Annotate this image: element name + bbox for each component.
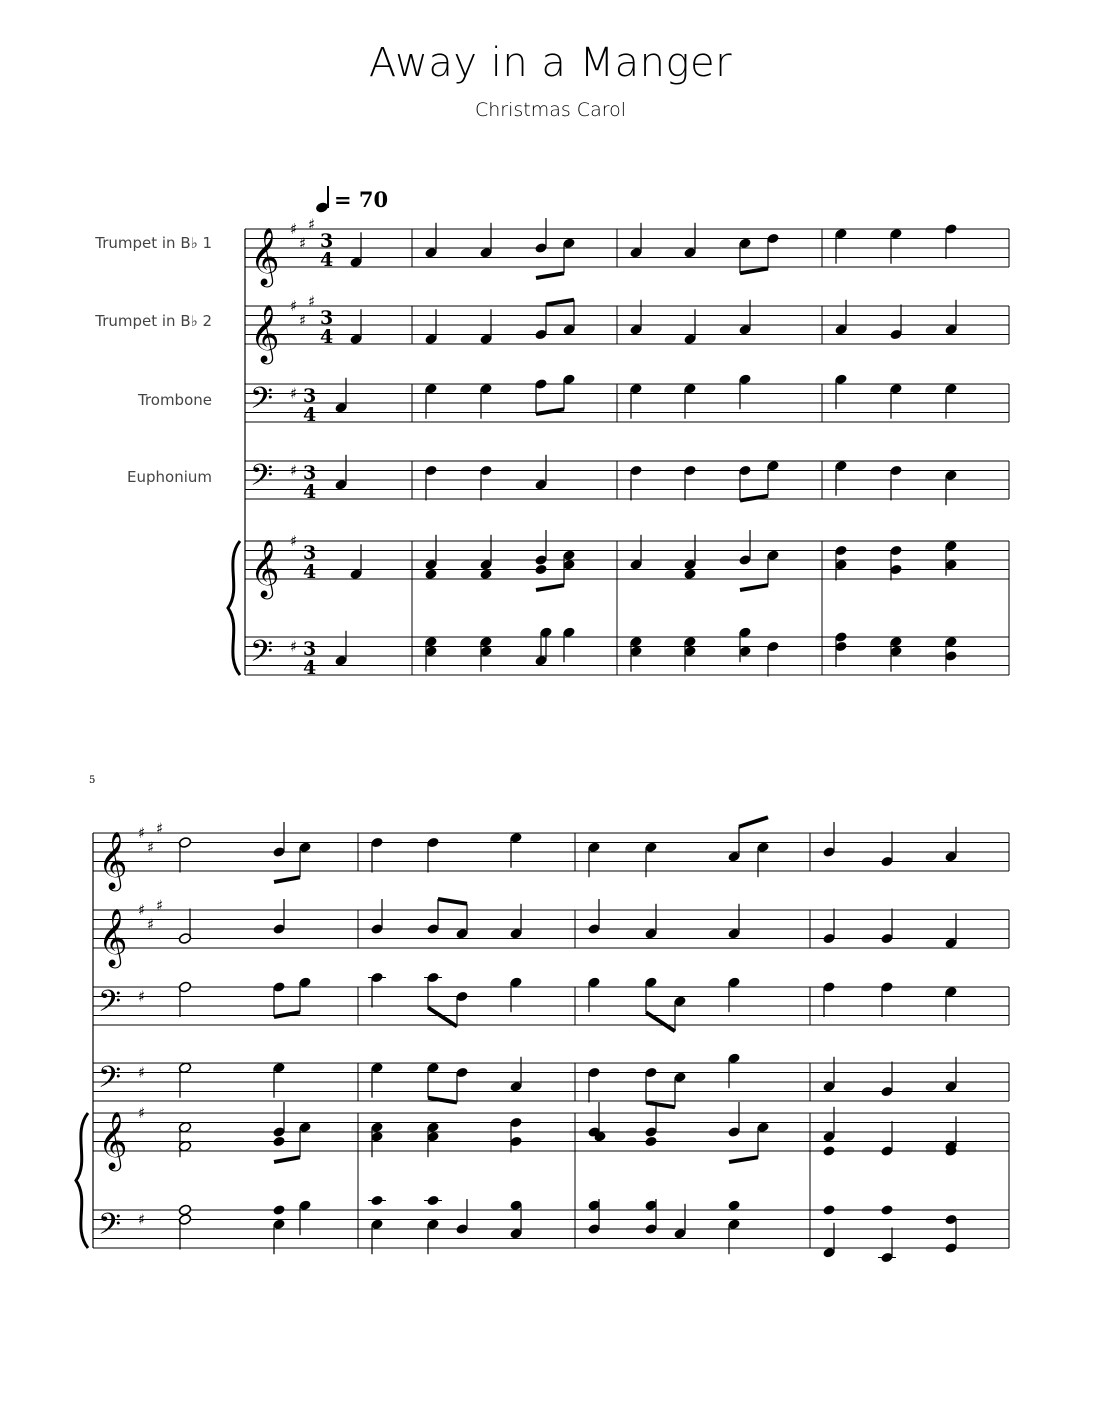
note bbox=[178, 1204, 192, 1216]
note bbox=[349, 232, 363, 268]
note bbox=[368, 972, 386, 1008]
note bbox=[629, 535, 643, 571]
beam bbox=[274, 877, 300, 882]
beam bbox=[740, 496, 768, 501]
note bbox=[370, 1062, 384, 1098]
beam bbox=[739, 817, 768, 827]
note bbox=[562, 626, 576, 662]
time-signature-bottom: 4 bbox=[303, 657, 317, 679]
note bbox=[738, 530, 752, 566]
note bbox=[673, 1204, 687, 1240]
note bbox=[334, 378, 348, 414]
note bbox=[272, 1062, 286, 1098]
notehead bbox=[178, 1204, 192, 1216]
sharp-icon: ♯ bbox=[290, 220, 298, 238]
time-signature-top: 3 bbox=[320, 230, 334, 252]
time-signature-bottom: 4 bbox=[303, 404, 317, 426]
tempo-text: = 70 bbox=[334, 186, 389, 212]
note bbox=[944, 383, 958, 419]
note bbox=[944, 223, 958, 259]
sharp-icon: ♯ bbox=[138, 1063, 146, 1082]
note bbox=[822, 909, 836, 945]
sharp-icon: ♯ bbox=[138, 987, 146, 1006]
note bbox=[298, 1199, 312, 1235]
instrument-label-trumpet-1: Trumpet in B♭ 1 bbox=[95, 234, 212, 252]
note bbox=[562, 300, 576, 336]
note bbox=[756, 841, 770, 877]
sharp-icon: ♯ bbox=[138, 1210, 146, 1229]
note bbox=[629, 383, 643, 419]
instrument-label-euphonium: Euphonium bbox=[127, 468, 212, 486]
note bbox=[727, 904, 741, 940]
note bbox=[822, 981, 836, 1017]
note bbox=[944, 986, 958, 1022]
note bbox=[534, 455, 548, 491]
note bbox=[587, 1102, 601, 1138]
note bbox=[727, 1052, 741, 1088]
time-signature-bottom: 4 bbox=[303, 561, 317, 583]
note bbox=[644, 1102, 658, 1138]
bass-clef-icon: 𝄢 bbox=[250, 459, 274, 500]
notehead bbox=[822, 1145, 836, 1157]
note bbox=[455, 1067, 469, 1103]
note bbox=[424, 535, 438, 571]
time-signature-bottom: 4 bbox=[320, 326, 334, 348]
note bbox=[349, 309, 363, 345]
staff-1 bbox=[93, 833, 1009, 871]
note bbox=[644, 976, 658, 1012]
note bbox=[889, 305, 903, 341]
staff-2 bbox=[93, 910, 1009, 948]
note bbox=[272, 899, 286, 935]
note bbox=[944, 300, 958, 336]
note bbox=[424, 223, 438, 259]
note bbox=[479, 535, 493, 571]
note bbox=[822, 822, 836, 858]
beam bbox=[646, 1103, 675, 1108]
sharp-icon: ♯ bbox=[299, 311, 307, 330]
sharp-icon: ♯ bbox=[290, 461, 298, 480]
beam bbox=[428, 1098, 457, 1103]
treble-clef-icon: 𝄞 bbox=[98, 908, 128, 966]
beam bbox=[274, 1157, 300, 1162]
treble-clef-icon: 𝄞 bbox=[250, 539, 280, 597]
note bbox=[944, 1057, 958, 1093]
beam bbox=[536, 585, 564, 590]
note bbox=[738, 465, 752, 501]
note bbox=[509, 976, 523, 1012]
time-signature-top: 3 bbox=[320, 307, 334, 329]
note bbox=[426, 837, 440, 873]
time-signature-bottom: 4 bbox=[320, 249, 334, 271]
note bbox=[587, 899, 601, 935]
note bbox=[644, 841, 658, 877]
note bbox=[683, 223, 697, 259]
note bbox=[479, 383, 493, 419]
beam bbox=[740, 269, 768, 274]
notehead bbox=[534, 564, 548, 576]
note bbox=[370, 1218, 384, 1254]
note bbox=[426, 899, 440, 935]
sharp-icon: ♯ bbox=[308, 292, 316, 311]
note bbox=[834, 460, 848, 496]
treble-clef-icon: 𝄞 bbox=[98, 1111, 128, 1169]
note bbox=[272, 981, 286, 1017]
staff-5 bbox=[93, 1113, 1009, 1151]
note bbox=[455, 991, 469, 1027]
bass-clef-icon: 𝄢 bbox=[250, 635, 274, 676]
note bbox=[766, 233, 780, 269]
note bbox=[727, 1102, 741, 1138]
note bbox=[880, 1204, 894, 1216]
staff-3 bbox=[93, 987, 1009, 1025]
note bbox=[683, 568, 697, 580]
notehead bbox=[479, 568, 493, 580]
note bbox=[944, 540, 958, 576]
note bbox=[334, 631, 348, 667]
note bbox=[673, 995, 687, 1031]
note bbox=[880, 981, 894, 1017]
note bbox=[822, 1107, 836, 1143]
note bbox=[738, 237, 752, 273]
note bbox=[834, 228, 848, 264]
notehead bbox=[727, 1199, 741, 1211]
note bbox=[629, 223, 643, 259]
note bbox=[349, 544, 363, 580]
note bbox=[178, 837, 192, 873]
notehead bbox=[683, 568, 697, 580]
time-signature-top: 3 bbox=[303, 385, 317, 407]
notehead bbox=[272, 1204, 286, 1216]
beam bbox=[438, 899, 467, 904]
sharp-icon: ♯ bbox=[290, 297, 298, 315]
note bbox=[822, 1223, 836, 1259]
note bbox=[455, 904, 469, 940]
note bbox=[424, 465, 438, 501]
beam bbox=[428, 1008, 457, 1027]
note bbox=[644, 1136, 658, 1148]
staff-6 bbox=[93, 1210, 1009, 1248]
notehead bbox=[424, 568, 438, 580]
note bbox=[479, 223, 493, 259]
time-signature-top: 3 bbox=[303, 638, 317, 660]
note bbox=[880, 1121, 894, 1157]
note bbox=[298, 976, 312, 1012]
bass-clef-icon: 𝄢 bbox=[98, 1061, 122, 1102]
beam bbox=[536, 409, 564, 414]
note bbox=[889, 228, 903, 264]
time-signature-top: 3 bbox=[303, 462, 317, 484]
sharp-icon: ♯ bbox=[156, 896, 164, 915]
note bbox=[370, 837, 384, 873]
notehead bbox=[880, 1204, 894, 1216]
note bbox=[509, 1057, 523, 1093]
beam bbox=[729, 1157, 758, 1162]
note bbox=[738, 300, 752, 336]
note bbox=[587, 976, 601, 1012]
note bbox=[629, 465, 643, 501]
note bbox=[822, 1057, 836, 1093]
note bbox=[509, 904, 523, 940]
note bbox=[534, 564, 548, 576]
note bbox=[727, 1218, 741, 1254]
bass-clef-icon: 𝄢 bbox=[98, 985, 122, 1026]
sharp-icon: ♯ bbox=[308, 215, 316, 234]
note bbox=[880, 832, 894, 868]
note bbox=[673, 1071, 687, 1107]
note bbox=[683, 383, 697, 419]
sharp-icon: ♯ bbox=[290, 637, 298, 656]
note bbox=[878, 1228, 896, 1264]
page-subtitle: Christmas Carol bbox=[474, 99, 627, 121]
note bbox=[178, 981, 192, 1017]
note bbox=[629, 300, 643, 336]
notehead bbox=[822, 1204, 836, 1216]
note bbox=[534, 378, 548, 414]
sharp-icon: ♯ bbox=[290, 384, 298, 403]
note bbox=[298, 1121, 312, 1157]
note bbox=[178, 1214, 192, 1250]
note bbox=[944, 827, 958, 863]
note bbox=[455, 1199, 469, 1235]
notehead bbox=[644, 1136, 658, 1148]
note bbox=[424, 568, 438, 580]
beam bbox=[740, 585, 768, 590]
note bbox=[272, 1102, 286, 1138]
note bbox=[272, 1218, 286, 1254]
sharp-icon: ♯ bbox=[299, 234, 307, 253]
notehead bbox=[272, 1136, 286, 1148]
note bbox=[889, 465, 903, 501]
note bbox=[424, 309, 438, 345]
note bbox=[426, 1062, 440, 1098]
sharp-icon: ♯ bbox=[138, 901, 146, 919]
treble-clef-icon: 𝄞 bbox=[250, 304, 280, 362]
note bbox=[756, 1121, 770, 1157]
note bbox=[727, 1199, 741, 1211]
note bbox=[766, 641, 780, 677]
brace-icon bbox=[228, 541, 240, 675]
note bbox=[272, 1136, 286, 1148]
treble-clef-icon: 𝄞 bbox=[250, 227, 280, 285]
note bbox=[880, 909, 894, 945]
note bbox=[889, 383, 903, 419]
note bbox=[509, 1117, 523, 1153]
note bbox=[272, 1204, 286, 1216]
note bbox=[479, 309, 493, 345]
note bbox=[683, 535, 697, 571]
note bbox=[370, 899, 384, 935]
time-signature-top: 3 bbox=[303, 542, 317, 564]
note bbox=[562, 237, 576, 273]
instrument-label-trombone: Trombone bbox=[137, 391, 212, 409]
note bbox=[944, 913, 958, 949]
note bbox=[534, 530, 548, 566]
note bbox=[178, 909, 192, 945]
time-signature-bottom: 4 bbox=[303, 481, 317, 503]
note bbox=[822, 1145, 836, 1157]
bass-clef-icon: 𝄢 bbox=[98, 1208, 122, 1249]
sharp-icon: ♯ bbox=[138, 824, 146, 842]
note bbox=[880, 1062, 894, 1098]
beam bbox=[546, 300, 574, 305]
bass-clef-icon: 𝄢 bbox=[250, 382, 274, 423]
note bbox=[534, 305, 548, 341]
note bbox=[587, 1067, 601, 1103]
note bbox=[587, 841, 601, 877]
note bbox=[766, 460, 780, 496]
sharp-icon: ♯ bbox=[147, 915, 155, 934]
note bbox=[822, 1204, 836, 1216]
note bbox=[479, 568, 493, 580]
note bbox=[479, 465, 493, 501]
measure-number: 5 bbox=[89, 775, 96, 786]
note bbox=[424, 383, 438, 419]
sharp-icon: ♯ bbox=[147, 838, 155, 857]
page-title: Away in a Manger bbox=[368, 40, 733, 86]
note bbox=[298, 841, 312, 877]
note bbox=[727, 827, 741, 863]
note bbox=[944, 469, 958, 505]
treble-clef-icon: 𝄞 bbox=[98, 831, 128, 889]
sharp-icon: ♯ bbox=[290, 532, 298, 550]
note bbox=[534, 218, 548, 254]
brace-icon bbox=[76, 1113, 88, 1248]
note bbox=[683, 465, 697, 501]
sharp-icon: ♯ bbox=[138, 1104, 146, 1122]
note bbox=[334, 455, 348, 491]
note bbox=[834, 300, 848, 336]
note bbox=[766, 549, 780, 585]
note bbox=[644, 904, 658, 940]
sharp-icon: ♯ bbox=[156, 819, 164, 838]
note bbox=[834, 373, 848, 409]
note bbox=[178, 1121, 192, 1157]
beam bbox=[536, 273, 564, 278]
note bbox=[738, 373, 752, 409]
staff-4 bbox=[93, 1063, 1009, 1101]
note bbox=[889, 545, 903, 581]
note bbox=[683, 309, 697, 345]
note bbox=[426, 1218, 440, 1254]
note bbox=[368, 1195, 386, 1207]
note bbox=[178, 1062, 192, 1098]
note bbox=[562, 373, 576, 409]
note bbox=[644, 1067, 658, 1103]
note bbox=[424, 1195, 442, 1207]
note bbox=[424, 972, 442, 1008]
note bbox=[272, 822, 286, 858]
beam bbox=[274, 1012, 300, 1017]
note bbox=[509, 832, 523, 868]
note bbox=[727, 976, 741, 1012]
note bbox=[738, 626, 752, 662]
instrument-label-trumpet-2: Trumpet in B♭ 2 bbox=[95, 312, 212, 330]
